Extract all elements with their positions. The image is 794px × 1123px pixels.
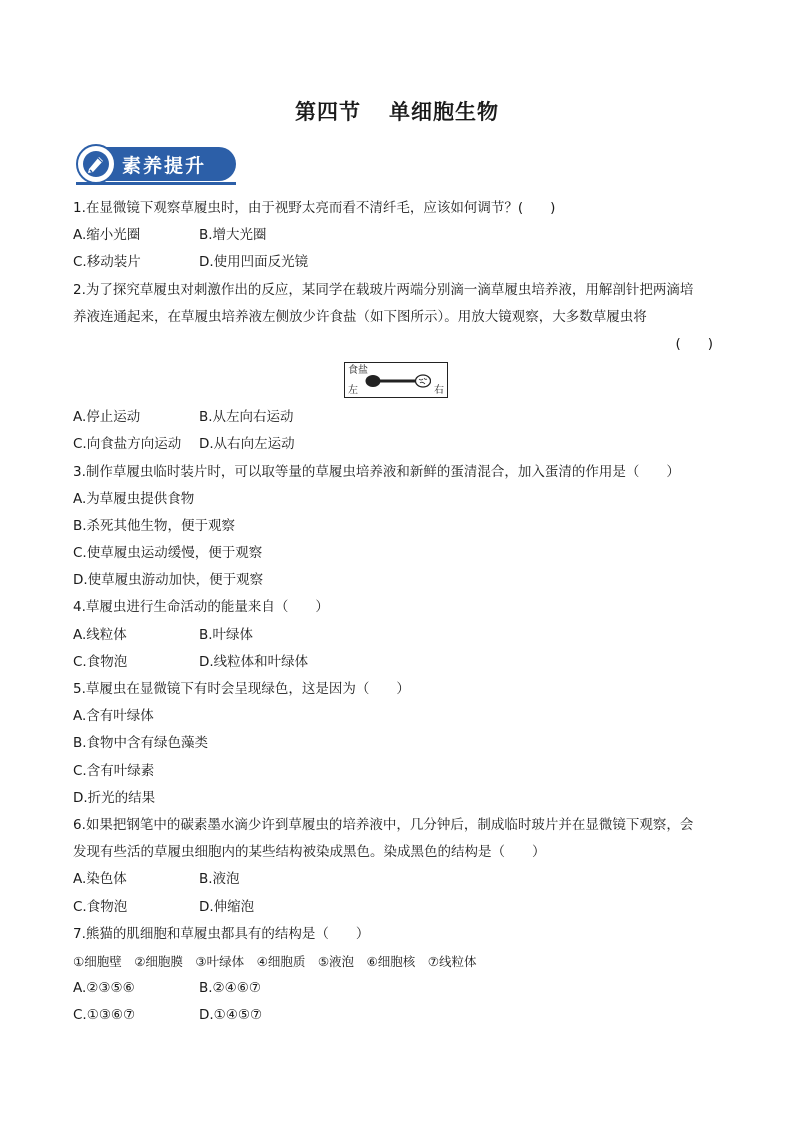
slide-diagram xyxy=(344,362,448,398)
option-a: A.停止运动 xyxy=(73,409,141,426)
banner-label: 素养提升 xyxy=(122,155,207,177)
question-list xyxy=(73,195,723,1029)
question-stem: 1.在显微镜下观察草履虫时，由于视野太亮而看不清纤毛，应该如何调节？( ) xyxy=(73,200,556,216)
title-topic: 单细胞生物 xyxy=(389,99,499,124)
option-d: D.使草履虫游动加快，便于观察 xyxy=(73,572,264,589)
option-d: D.线粒体和叶绿体 xyxy=(199,653,309,670)
question-stem: 养液连通起来，在草履虫培养液左侧放少许食盐（如下图所示）。用放大镜观察，大多数草履虫将 xyxy=(73,308,647,325)
option-a: A.线粒体 xyxy=(73,626,127,643)
page-title xyxy=(0,96,794,126)
option-b: B.②④⑥⑦ xyxy=(199,980,261,997)
option-a: A.缩小光圈 xyxy=(73,227,141,244)
question-stem: 3.制作草履虫临时装片时，可以取等量的草履虫培养液和新鲜的蛋清混合，加入蛋清的作用是（ ） xyxy=(73,463,680,480)
option-row xyxy=(73,431,723,458)
question-items: ①细胞壁 ②细胞膜 ③叶绿体 ④细胞质 ⑤液泡 ⑥细胞核 ⑦线粒体 xyxy=(73,953,477,969)
question-stem: 5.草履虫在显微镜下有时会呈现绿色，这是因为（ ） xyxy=(73,681,410,697)
experiment-figure xyxy=(73,358,723,404)
culture-drops-diagram xyxy=(365,373,431,389)
option-c: C.向食盐方向运动 xyxy=(73,436,182,453)
option-c: C.食物泡 xyxy=(73,653,128,670)
option-c: C.①③⑥⑦ xyxy=(73,1007,136,1024)
option-b: B.杀死其他生物，便于观察 xyxy=(73,517,236,534)
question-stem: 2.为了探究草履虫对刺激作出的反应，某同学在载玻片两端分别滴一滴草履虫培养液，用解剖针把两滴培 xyxy=(73,281,694,298)
option-row xyxy=(73,404,723,431)
option-row xyxy=(73,622,723,649)
option-a: A.为草履虫提供食物 xyxy=(73,490,195,507)
figure-label-left: 左 xyxy=(348,385,358,397)
option-row xyxy=(73,894,723,921)
question-stem: 发现有些活的草履虫细胞内的某些结构被染成黑色。染成黑色的结构是（ ） xyxy=(73,844,546,861)
figure-label-right: 右 xyxy=(434,385,444,397)
option-a: A.含有叶绿体 xyxy=(73,708,154,725)
answer-paren: ( ) xyxy=(675,335,713,352)
figure-label-salt: 食盐 xyxy=(348,365,368,377)
section-banner xyxy=(76,144,236,186)
question-stem: 7.熊猫的肌细胞和草履虫都具有的结构是（ ） xyxy=(73,925,370,942)
option-a: A.②③⑤⑥ xyxy=(73,980,135,997)
pencil-badge-icon xyxy=(76,144,116,184)
option-a: A.染色体 xyxy=(73,871,127,888)
option-d: D.使用凹面反光镜 xyxy=(199,254,309,271)
option-b: B.增大光圈 xyxy=(199,227,267,244)
option-b: B.叶绿体 xyxy=(199,626,254,643)
option-d: D.折光的结果 xyxy=(73,789,156,806)
title-section: 第四节 xyxy=(295,99,361,124)
option-b: B.从左向右运动 xyxy=(199,409,294,426)
option-c: C.使草履虫运动缓慢，便于观察 xyxy=(73,545,263,562)
question-stem: 4.草履虫进行生命活动的能量来自（ ） xyxy=(73,599,329,616)
option-c: C.含有叶绿素 xyxy=(73,762,155,779)
option-b: B.液泡 xyxy=(199,871,240,888)
option-d: D.①④⑤⑦ xyxy=(199,1007,263,1024)
option-d: D.从右向左运动 xyxy=(199,436,295,453)
option-row xyxy=(73,1002,723,1029)
option-row xyxy=(73,222,723,249)
option-row xyxy=(73,249,723,276)
option-d: D.伸缩泡 xyxy=(199,898,255,915)
option-row xyxy=(73,866,723,893)
option-b: B.食物中含有绿色藻类 xyxy=(73,735,209,752)
option-row xyxy=(73,975,723,1002)
option-c: C.移动装片 xyxy=(73,254,141,271)
question-stem: 6.如果把钢笔中的碳素墨水滴少许到草履虫的培养液中，几分钟后，制成临时玻片并在显微镜下观察，会 xyxy=(73,816,694,833)
option-row xyxy=(73,649,723,676)
option-c: C.食物泡 xyxy=(73,898,128,915)
